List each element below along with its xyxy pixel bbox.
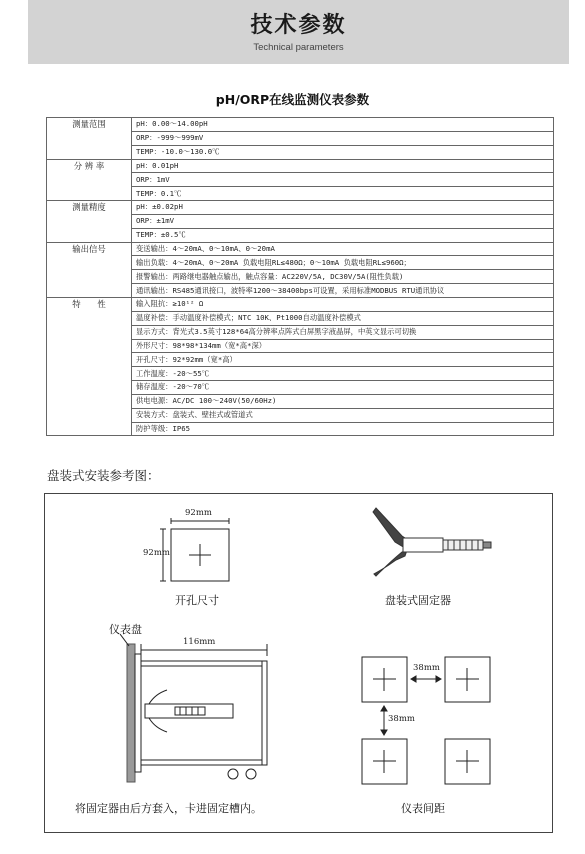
spec-value: 输出负载：4～20mA、0～20mA 负载电阻RL≤480Ω；0～10mA 负载电阻RL≤960Ω； xyxy=(132,256,554,270)
spec-category: 输出信号 xyxy=(47,242,132,297)
install-section-title: 盘装式安装参考图： xyxy=(47,468,160,483)
spec-value: ORP：-999～999mV xyxy=(132,131,554,145)
spec-value: 工作温度：-20～55℃ xyxy=(132,367,554,381)
header-subtitle: Technical parameters xyxy=(253,42,344,53)
spec-value: 通讯输出：RS485通讯接口，波特率1200～38400bps可设置，采用标准MODBUS RTU通讯协议 xyxy=(132,284,554,298)
cutout-height-label: 92mm xyxy=(143,548,170,558)
gap-horizontal-label: 38mm xyxy=(413,663,440,673)
bracket-drawing xyxy=(373,508,491,576)
spec-value: 储存温度：-20～70℃ xyxy=(132,381,554,395)
panel-label: 仪表盘 xyxy=(109,623,142,636)
spec-category: 特 性 xyxy=(47,297,132,435)
spec-value: 显示方式：背光式3.5英寸128*64高分辨率点阵式白屏黑字液晶屏，中英文显示可切换 xyxy=(132,325,554,339)
spec-value: 防护等级：IP65 xyxy=(132,422,554,436)
spec-value: 输入阻抗：≥10¹² Ω xyxy=(132,297,554,311)
cutout-caption: 开孔尺寸 xyxy=(175,594,219,607)
spec-value: TEMP：-10.0～130.0℃ xyxy=(132,145,554,159)
spec-row xyxy=(47,118,554,132)
spacing-caption: 仪表间距 xyxy=(401,802,445,815)
header-title: 技术参数 xyxy=(250,13,347,38)
spec-row xyxy=(47,242,554,256)
bracket-caption: 盘装式固定器 xyxy=(385,594,451,607)
spec-value: 变送输出：4～20mA、0～10mA、0～20mA xyxy=(132,242,554,256)
spec-value: TEMP：±0.5℃ xyxy=(132,228,554,242)
depth-label: 116mm xyxy=(183,637,216,647)
spec-value: pH：0.01pH xyxy=(132,159,554,173)
spec-category: 测量范围 xyxy=(47,118,132,160)
spec-value: pH：0.00～14.00pH xyxy=(132,118,554,132)
install-drawing xyxy=(45,494,554,834)
spec-category: 分 辨 率 xyxy=(47,159,132,201)
mount-drawing xyxy=(120,634,267,782)
spec-value: 供电电源：AC/DC 100～240V(50/60Hz) xyxy=(132,394,554,408)
mount-caption: 将固定器由后方套入，卡进固定槽内。 xyxy=(75,802,262,815)
spec-table xyxy=(46,117,554,436)
spec-category: 测量精度 xyxy=(47,201,132,243)
spacing-drawing xyxy=(362,657,490,784)
spec-row xyxy=(47,201,554,215)
spec-value: ORP：±1mV xyxy=(132,214,554,228)
spec-row xyxy=(47,159,554,173)
spec-value: pH：±0.02pH xyxy=(132,201,554,215)
spec-value: 温度补偿：手动温度补偿模式；NTC 10K、Pt1000自动温度补偿模式 xyxy=(132,311,554,325)
spec-value: 报警输出：两路继电器触点输出，触点容量：AC220V/5A, DC30V/5A(阻性负载) xyxy=(132,270,554,284)
cutout-drawing xyxy=(160,518,229,581)
cutout-width-label: 92mm xyxy=(185,508,212,518)
spec-value: 外形尺寸：98*98*134mm（宽*高*深） xyxy=(132,339,554,353)
gap-vertical-label: 38mm xyxy=(388,714,415,724)
spec-value: 开孔尺寸：92*92mm（宽*高） xyxy=(132,353,554,367)
spec-value: ORP：1mV xyxy=(132,173,554,187)
document-title: pH/ORP在线监测仪表参数 xyxy=(215,92,370,107)
spec-row xyxy=(47,297,554,311)
spec-value: TEMP：0.1℃ xyxy=(132,187,554,201)
header-banner xyxy=(28,0,569,64)
install-diagram xyxy=(44,493,553,833)
spec-value: 安装方式：盘装式、壁挂式或管道式 xyxy=(132,408,554,422)
